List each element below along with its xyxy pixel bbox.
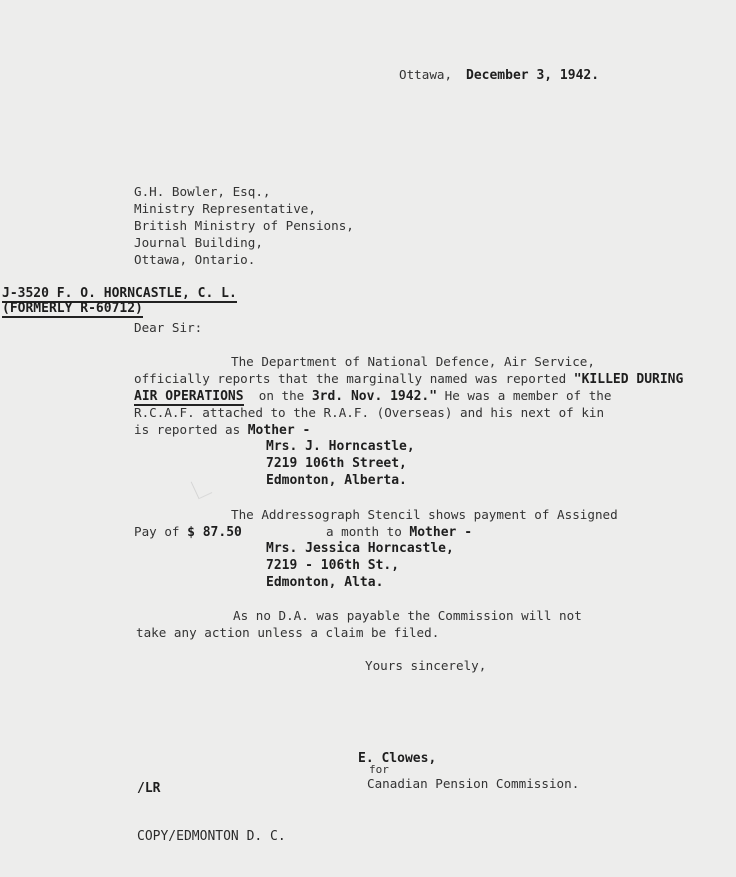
para1-text: He was a member of the [437, 388, 612, 403]
addressee-line-2: Ministry Representative, [134, 201, 316, 216]
salutation: Dear Sir: [134, 320, 203, 335]
para2-line-2-a [134, 523, 242, 541]
para1-text: is reported as [134, 422, 248, 437]
kin-line-2: 7219 106th Street, [266, 456, 407, 471]
casualty-status-cont: AIR OPERATIONS [134, 389, 244, 404]
para2-text: a month to [326, 524, 410, 539]
margin-ref-former: (FORMERLY R-60712) [2, 301, 143, 316]
signature-name: E. Clowes, [358, 751, 437, 766]
addressee-line-3: British Ministry of Pensions, [134, 218, 354, 233]
paper-mark [191, 476, 213, 500]
para1-line-5 [134, 421, 310, 439]
copy-note: COPY/EDMONTON D. C. [137, 829, 286, 844]
casualty-status: "KILLED DURING [573, 372, 684, 387]
closing: Yours sincerely, [365, 658, 487, 673]
para1-line-4: R.C.A.F. attached to the R.A.F. (Overseas) and his next of kin [134, 405, 605, 420]
addressee-line-1: G.H. Bowler, Esq., [134, 184, 271, 199]
para1-line-1: The Department of National Defence, Air Service, [231, 354, 595, 369]
margin-ref-line-2 [2, 300, 143, 317]
para3-line-2: take any action unless a claim be filed. [136, 625, 440, 640]
next-of-kin-relation: Mother - [247, 423, 311, 438]
payee-line-2: 7219 - 106th St., [266, 558, 400, 573]
letter-date: December 3, 1942. [466, 68, 600, 83]
payee-relation: Mother - [409, 525, 473, 540]
para1-line-2 [134, 370, 683, 388]
letter-place: Ottawa, [399, 67, 453, 82]
signature-org: Canadian Pension Commission. [367, 776, 580, 791]
addressee-line-4: Journal Building, [134, 235, 263, 250]
para1-line-3 [134, 387, 611, 405]
pay-amount: $ 87.50 [187, 525, 242, 540]
payee-line-1: Mrs. Jessica Horncastle, [266, 541, 454, 556]
para1-text: officially reports that the marginally named was reported [134, 371, 574, 386]
kin-line-1: Mrs. J. Horncastle, [266, 439, 415, 454]
typist-initials: /LR [137, 781, 161, 796]
margin-ref-name: J-3520 F. O. HORNCASTLE, C. L. [2, 286, 237, 301]
para1-text: on the [243, 388, 312, 403]
para2-line-1: The Addressograph Stencil shows payment of Assigned [231, 507, 618, 522]
casualty-date: 3rd. Nov. 1942." [311, 389, 438, 404]
para2-text: Pay of [134, 524, 188, 539]
signature-for: for [369, 763, 389, 776]
para2-line-2-b [326, 523, 472, 541]
addressee-line-5: Ottawa, Ontario. [134, 252, 256, 267]
kin-line-3: Edmonton, Alberta. [266, 473, 407, 488]
para3-line-1: As no D.A. was payable the Commission will not [233, 608, 582, 623]
payee-line-3: Edmonton, Alta. [266, 575, 384, 590]
